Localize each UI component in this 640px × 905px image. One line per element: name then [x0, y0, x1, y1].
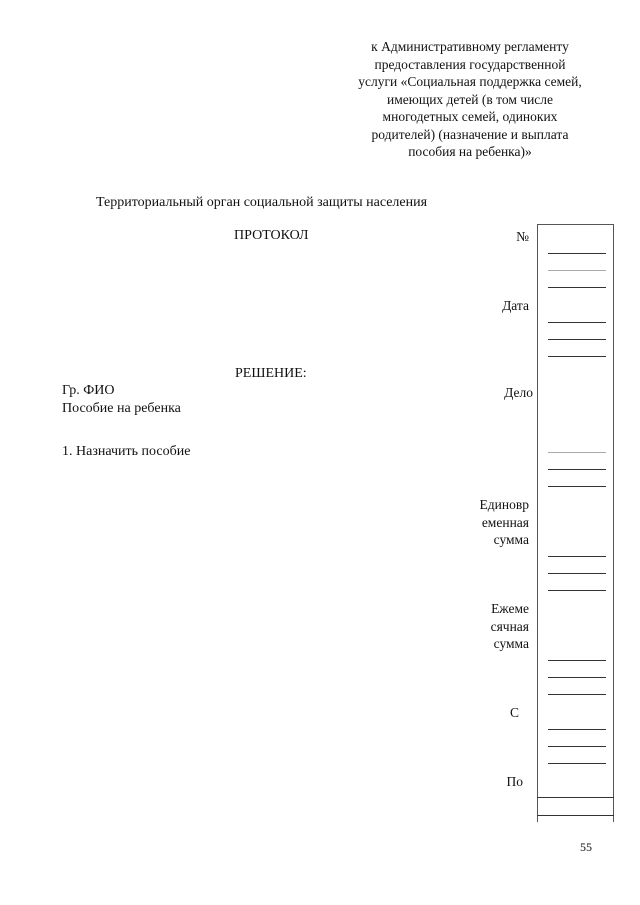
- item-assign-benefit: 1. Назначить пособие: [62, 444, 191, 459]
- blank-line-lump-sum[interactable]: [548, 573, 606, 574]
- header-line: предоставления государственной: [374, 57, 566, 72]
- header-line: услуги «Социальная поддержка семей,: [358, 74, 582, 89]
- field-label-monthly-line: сячная: [490, 618, 529, 634]
- header-line: родителей) (назначение и выплата: [371, 127, 569, 142]
- field-label-monthly-sum: [491, 600, 529, 653]
- blank-line-number[interactable]: [548, 253, 606, 254]
- blank-line-case[interactable]: [548, 469, 606, 470]
- blank-line-to[interactable]: [537, 797, 614, 798]
- header-line: многодетных семей, одиноких: [382, 109, 558, 124]
- blank-line-from[interactable]: [548, 746, 606, 747]
- blank-line-case[interactable]: [548, 486, 606, 487]
- field-label-monthly-line: сумма: [493, 636, 529, 651]
- blank-line-number[interactable]: [548, 270, 606, 271]
- benefit-label: Пособие на ребенка: [62, 401, 181, 416]
- citizen-label: Гр. ФИО: [62, 383, 115, 398]
- decision-title: РЕШЕНИЕ:: [235, 366, 307, 381]
- blank-line-from[interactable]: [548, 763, 606, 764]
- field-label-case: Дело: [504, 385, 533, 400]
- blank-line-lump-sum[interactable]: [548, 590, 606, 591]
- blank-line-from[interactable]: [548, 729, 606, 730]
- field-label-lump-sum-line: еменная: [481, 514, 529, 530]
- field-label-date: Дата: [502, 298, 529, 313]
- protocol-title: ПРОТОКОЛ: [234, 228, 309, 243]
- header-line: пособия на ребенка)»: [408, 144, 532, 159]
- blank-line-date[interactable]: [548, 322, 606, 323]
- blank-line-number[interactable]: [548, 287, 606, 288]
- field-label-monthly-line: Ежеме: [491, 601, 529, 616]
- organization-name: Территориальный орган социальной защиты населения: [96, 195, 428, 210]
- field-label-lump-sum-line: сумма: [493, 532, 529, 547]
- blank-line-monthly[interactable]: [548, 694, 606, 695]
- field-label-lump-sum: [480, 496, 529, 549]
- page-number: 55: [580, 840, 592, 854]
- blank-line-monthly[interactable]: [548, 677, 606, 678]
- blank-line-case[interactable]: [548, 452, 606, 453]
- blank-line-date[interactable]: [548, 356, 606, 357]
- field-label-lump-sum-line: Единовр: [479, 497, 529, 512]
- field-label-number: №: [516, 229, 529, 244]
- blank-line-date[interactable]: [548, 339, 606, 340]
- field-label-to: По: [506, 774, 523, 789]
- field-label-from: С: [509, 705, 519, 720]
- blank-line-lump-sum[interactable]: [548, 556, 606, 557]
- blank-line-to[interactable]: [537, 815, 614, 816]
- blank-line-monthly[interactable]: [548, 660, 606, 661]
- header-line: имеющих детей (в том числе: [386, 92, 554, 107]
- header-line: к Административному регламенту: [371, 39, 569, 54]
- fields-column-box: [537, 224, 614, 822]
